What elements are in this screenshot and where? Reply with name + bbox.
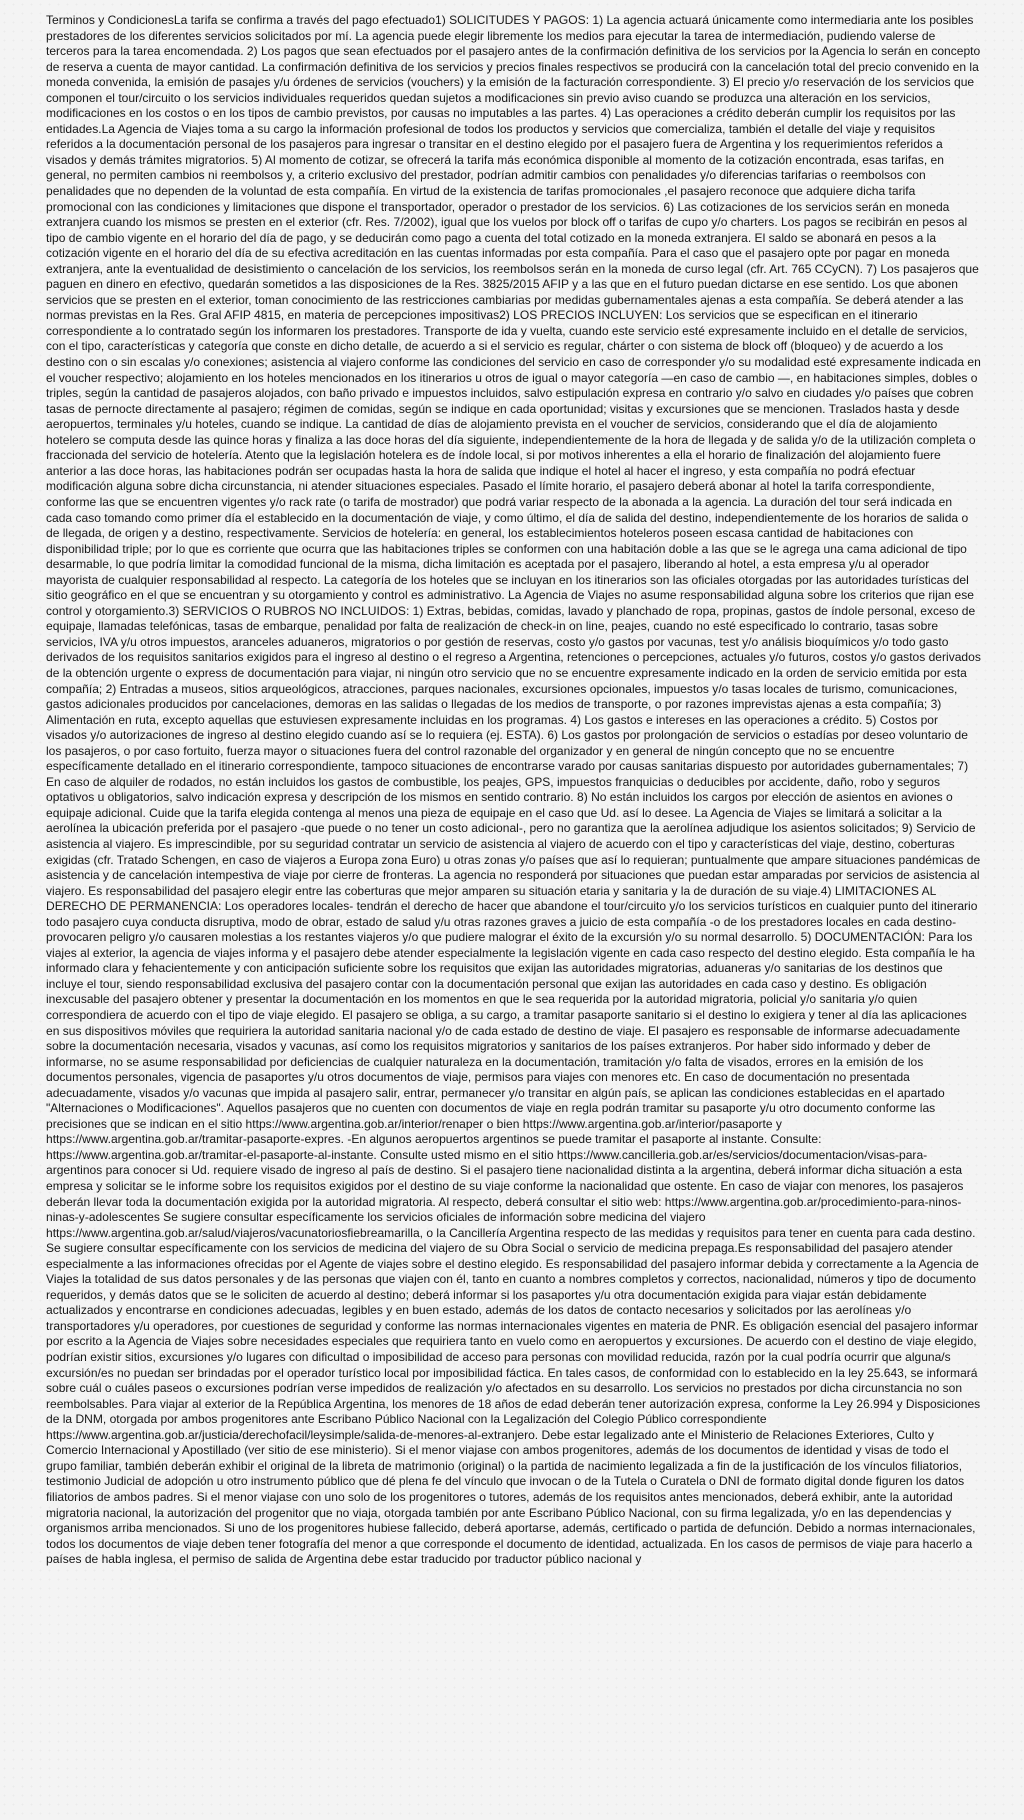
terms-body-text: Terminos y CondicionesLa tarifa se confirma a través del pago efectuado1) SOLICITUDES Y PAGOS: 1) La agencia actuará únicamente como intermediaria ante los posibles prestadores de los diferentes servicios solicitados por mí. La agencia puede elegir libremente los medios para ejecutar la tarea de intermediación, pudiendo valerse de terceros para la tarea encomendada. 2) Los pagos que sean efectuados por el pasajero antes de la confirmación definitiva de los servicios por la Agencia lo serán en concepto de reserva a cuenta de mayor cantidad. La confirmación definitiva de los servicios y precios finales respectivos se producirá con la cancelación total del precio convenido en la moneda convenida, la emisión de pasajes y/u órdenes de servicios (vouchers) y la emisión de la facturación correspondiente. 3) El precio y/o reservación de los servicios que componen el tour/circuito o los servicios individuales requeridos quedan sujetos a modificaciones sin previo aviso cuando se produzca una alteración en los servicios, modificaciones en los costos o en los tipos de cambio previstos, por causas no imputables a las partes. 4) Las operaciones a crédito deberán cumplir los requisitos por las entidades.La Agencia de Viajes toma a su cargo la información profesional de todos los productos y servicios que comercializa, también el detalle del viaje y requisitos referidos a la documentación personal de los pasajeros para ingresar o transitar en el destino elegido por el pasajero fuera de Argentina y los requerimientos referidos a visados y demás trámites migratorios. 5) Al momento de cotizar, se ofrecerá la tarifa más económica disponible al momento de la cotización encontrada, esas tarifas, en general, no permiten cambios ni reembolsos y, a criterio exclusivo del prestador, podrían admitir cambios con penalidades y/o diferencias tarifarias o reembolsos con penalidades que no dependen de la voluntad de esta compañía. En virtud de la existencia de tarifas promocionales ,el pasajero reconoce que adquiere dicha tarifa promocional con las condiciones y limitaciones que dispone el transportador, operador o prestador de los servicios. 6) Las cotizaciones de los servicios serán en moneda extranjera cuando los mismos se presten en el exterior (cfr. Res. 7/2002), igual que los vuelos por block off o tarifas de cupo y/o charters. Los pagos se recibirán en pesos al tipo de cambio vigente en el horario del día de pago, y se deducirán como pago a cuenta del total cotizado en la moneda extranjera. El saldo se abonará en pesos a la cotización vigente en el horario del día de su efectiva acreditación en las cuentas informadas por esta compañía. Para el caso que el pasajero opte por pagar en moneda extranjera, ante la eventualidad de desistimiento o cancelación de los servicios, los reembolsos serán en la moneda de curso legal (cfr. Art. 765 CCyCN). 7) Los pasajeros que paguen en dinero en efectivo, quedarán sometidos a las disposiciones de la Res. 3825/2015 AFIP y a las que en el futuro puedan dictarse en ese sentido. Los que abonen servicios que se presten en el exterior, toman conocimiento de las restricciones cambiarias por medidas gubernamentales ajenas a esta compañía. Se deberá atender a las normas previstas en la Res. Gral AFIP 4815, en materia de percepciones impositivas2) LOS PRECIOS INCLUYEN: Los servicios que se especifican en el itinerario correspondiente a lo contratado según los informaren los prestadores. Transporte de ida y vuelta, cuando este servicio esté expresamente incluido en el detalle de servicios, con el tipo, características y categoría que conste en dicho detalle, de acuerdo a si el servicio es regular, chárter o con sistema de block off (bloqueo) y de acuerdo a los destino con o sin escalas y/o conexiones; asistencia al viajero conforme las condiciones del servicio en caso de corresponder y/o su modalidad esté expresamente indicada en el voucher respectivo; alojamiento en los hoteles mencionados en los itinerarios u otros de igual o mayor categoría —en caso de cambio —, en habitaciones simples, dobles o triples, según la cantidad de pasajeros alojados, con baño privado e impuestos incluidos, salvo estipulación expresa en contrario y/o salvo en ciudades y/o países que cobren tasas de pernocte directamente al pasajero; régimen de comidas, según se indique en cada oportunidad; visitas y excursiones que se mencionen. Traslados hasta y desde aeropuertos, terminales y/u hoteles, cuando se indique. La cantidad de días de alojamiento prevista en el voucher de servicios, considerando que el día de alojamiento hotelero se computa desde las quince horas y finaliza a las doce horas del día siguiente, independientemente de la hora de llegada y de salida y/o de la utilización completa o fraccionada del servicio de hotelería. Atento que la legislación hotelera es de índole local, si por motivos inherentes a ella el horario de finalización del alojamiento fuere anterior a las doce horas, las habitaciones podrán ser ocupadas hasta la hora de salida que indique el hotel al hacer el ingreso, y esta compañía no podrá efectuar modificación alguna sobre dicha circunstancia, ni atender situaciones especiales. Pasado el límite horario, el pasajero deberá abonar al hotel la tarifa correspondiente, conforme las que se encuentren vigentes y/o rack rate (o tarifa de mostrador) que podrá variar respecto de la abonada a la agencia. La duración del tour será indicada en cada caso tomando como primer día el establecido en la documentación de viaje, y como último, el día de salida del destino, independientemente de los horarios de salida o de llegada, de origen y a destino, respectivamente. Servicios de hotelería: en general, los establecimientos hoteleros poseen escasa cantidad de habitaciones con disponibilidad triple; por lo que es corriente que ocurra que las habitaciones triples se conformen con una habitación doble a las que se le agrega una cama adicional de tipo desarmable, lo que podría limitar la comodidad funcional de la misma, dicha limitación es aceptada por el pasajero, liberando al hotel, a esta empresa y/u al operador mayorista de cualquier responsabilidad al respecto. La categoría de los hoteles que se incluyan en los itinerarios son las oficiales otorgadas por las autoridades turísticas del sitio geográfico en el que se encuentran y su otorgamiento y control es administrativo. La Agencia de Viajes no asume responsabilidad alguna sobre los criterios que rijan ese control y otorgamiento.3) SERVICIOS O RUBROS NO INCLUIDOS: 1) Extras, bebidas, comidas, lavado y planchado de ropa, propinas, gastos de índole personal, exceso de equipaje, llamadas telefónicas, tasas de embarque, penalidad por falta de realización de check-in on line, peajes, cuando no esté especificado lo contrario, tasas sobre servicios, IVA y/u otros impuestos, aranceles aduaneros, migratorios o por gestión de reservas, costo y/o gastos por vacunas, test y/o análisis bioquímicos y/o todo gasto derivados de los requisitos sanitarios exigidos para el ingreso al destino o el regreso a Argentina, retenciones o percepciones, actuales y/o futuros, costos y/o gastos derivados de la obtención urgente o express de documentación para viajar, ni ningún otro servicio que no se encuentre expresamente indicado en la orden de servicio emitida por esta compañía; 2) Entradas a museos, sitios arqueológicos, atracciones, parques nacionales, excursiones opcionales, impuestos y/o tasas locales de turismo, comunicaciones, gastos adicionales producidos por cancelaciones, demoras en las salidas o llegadas de los medios de transporte, o por razones imprevistas ajenas a esta compañía; 3) Alimentación en ruta, excepto aquellas que estuviesen expresamente incluidas en los programas. 4) Los gastos e intereses en las operaciones a crédito. 5) Costos por visados y/o autorizaciones de ingreso al destino elegido cuando así se lo requiera (ej. ESTA). 6) Los gastos por prolongación de servicios o estadías por deseo voluntario de los pasajeros, o por caso fortuito, fuerza mayor o situaciones fuera del control razonable del organizador y en general de ningún concepto que no se encuentre específicamente detallado en el itinerario correspondiente, tampoco situaciones de encontrarse varado por causas sanitarias dispuesto por autoridades gubernamentales; 7) En caso de alquiler de rodados, no están incluidos los gastos de combustible, los peajes, GPS, impuestos franquicias o deducibles por accidente, daño, robo y seguros optativos u obligatorios, salvo indicación expresa y descripción de los mismos en sentido contrario. 8) No están incluidos los cargos por elección de asientos en aviones o equipaje adicional. Cuide que la tarifa elegida contenga al menos una pieza de equipaje en el caso que Ud. así lo desee. La Agencia de Viajes se limitará a solicitar a la aerolínea la ubicación preferida por el pasajero -que puede o no tener un costo adicional-, pero no garantiza que la aerolínea adjudique los asientos solicitados; 9) Servicio de asistencia al viajero. Es imprescindible, por su seguridad contratar un servicio de asistencia al viajero de acuerdo con el tipo y características del viaje, destino, coberturas exigidas (cfr. Tratado Schengen, en caso de viajeros a Europa zona Euro) u otras zonas y/o países que así lo requieran; puntualmente que ampare situaciones pandémicas de asistencia y de cancelación intempestiva de viaje por cierre de fronteras. La agencia no responderá por situaciones que puedan estar amparadas por servicios de asistencia al viajero. Es responsabilidad del pasajero elegir entre las coberturas que mejor amparen su situación etaria y sanitaria y la de duración de su viaje.4) LIMITACIONES AL DERECHO DE PERMANENCIA: Los operadores locales- tendrán el derecho de hacer que abandone el tour/circuito y/o los servicios turísticos en cualquier punto del itinerario todo pasajero cuya conducta disruptiva, modo de obrar, estado de salud y/u otras razones graves a juicio de esta compañía -o de los prestadores locales en cada destino- provocaren peligro y/o causaren molestias a los restantes viajeros y/o que pudiere malograr el éxito de la excursión y/o su normal desarrollo. 5) DOCUMENTACIÓN: Para los viajes al exterior, la agencia de viajes informa y el pasajero debe atender especialmente la legislación vigente en cada caso respecto del destino elegido. Esta compañía le ha informado clara y fehacientemente y con anticipación suficiente sobre los requisitos que exijan las autoridades migratorias, aduaneras y/o sanitarias de los destinos que incluye el tour, siendo responsabilidad exclusiva del pasajero contar con la documentación personal que exijan las autoridades en cada caso y destino. Es obligación inexcusable del pasajero obtener y presentar la documentación en los momentos en que le sea requerida por la autoridad migratoria, policial y/o sanitaria y/o quien correspondiera de acuerdo con el tipo de viaje elegido. El pasajero se obliga, a su cargo, a tramitar pasaporte sanitario si el destino lo exigiera y tener al día las aplicaciones en sus dispositivos móviles que requiriera la autoridad sanitaria nacional y/o de cada estado de destino de viaje. El pasajero es responsable de informarse adecuadamente sobre la documentación necesaria, visados y vacunas, así como los requisitos migratorios y sanitarios de los países extranjeros. Por haber sido informado y deber de informarse, no se asume responsabilidad por deficiencias de cualquier naturaleza en la documentación, tramitación y/o falta de visados, errores en la emisión de los documentos personales, vigencia de pasaportes y/u otros documentos de viaje, permisos para viajes con menores etc. En caso de documentación no presentada adecuadamente, visados y/o vacunas que impida al pasajero salir, entrar, permanecer y/o transitar en algún país, se aplican las condiciones establecidas en el apartado "Alternaciones o Modificaciones". Aquellos pasajeros que no cuenten con documentos de viaje en regla podrán tramitar su pasaporte y/u otro documento conforme las precisiones que se indican en el sitio https://www.argentina.gob.ar/interior/renaper o bien https://www.argentina.gob.ar/interior/pasaporte y https://www.argentina.gob.ar/tramitar-pasaporte-expres. -En algunos aeropuertos argentinos se puede tramitar el pasaporte al instante. Consulte: https://www.argentina.gob.ar/tramitar-el-pasaporte-al-instante. Consulte usted mismo en el sitio https://www.cancilleria.gob.ar/es/servicios/documentacion/visas-para-argentinos para conocer si Ud. requiere visado de ingreso al país de destino. Si el pasajero tiene nacionalidad distinta a la argentina, deberá informar dicha situación a esta empresa y solicitar se le informe sobre los requisitos exigidos por el destino de su viaje conforme la nacionalidad que ostente. En caso de viajar con menores, los pasajeros deberán llevar toda la documentación exigida por la autoridad migratoria. Al respecto, deberá consultar el sitio web: https://www.argentina.gob.ar/procedimiento-para-ninos-ninas-y-adolescentes Se sugiere consultar específicamente los servicios oficiales de información sobre medicina del viajero https://www.argentina.gob.ar/salud/viajeros/vacunatoriosfiebreamarilla, o la Cancillería Argentina respecto de las medidas y requisitos para tener en cuenta para cada destino. Se sugiere consultar específicamente con los servicios de medicina del viajero de su Obra Social o servicio de medicina prepaga.Es responsabilidad del pasajero atender especialmente a las informaciones ofrecidas por el Agente de viajes sobre el destino elegido. Es responsabilidad del pasajero informar debida y correctamente a la Agencia de Viajes la totalidad de sus datos personales y de las personas que viajen con él, tanto en cuanto a nombres completos y correctos, nacionalidad, números y tipo de documento requeridos, y demás datos que se le soliciten de acuerdo al destino; deberá informar si los pasaportes y/u otra documentación exigida para viajar están debidamente actualizados y encontrarse en condiciones adecuadas, legibles y en buen estado, además de los datos de contacto necesarios y solicitados por las aerolíneas y/o transportadores y/u operadores, por cuestiones de seguridad y conforme las normas internacionales vigentes en materia de PNR. Es obligación esencial del pasajero informar por escrito a la Agencia de Viajes sobre necesidades especiales que requiriera tanto en vuelo como en aeropuertos y excursiones. De acuerdo con el destino de viaje elegido, podrían existir sitios, excursiones y/o lugares con dificultad o imposibilidad de acceso para personas con movilidad reducida, razón por la cual podría ocurrir que alguna/s excursión/es no puedan ser brindadas por el operador turístico local por imposibilidad fáctica. En tales casos, de conformidad con lo establecido en la ley 25.643, se informará sobre cuál o cuáles paseos o excursiones podrían verse impedidos de realización y/o afectados en su desarrollo. Los servicios no prestados por dicha circunstancia no son reembolsables. Para viajar al exterior de la República Argentina, los menores de 18 años de edad deberán tener autorización expresa, conforme la Ley 26.994 y Disposiciones de la DNM, otorgada por ambos progenitores ante Escribano Público Nacional con la Legalización del Colegio Público correspondiente https://www.argentina.gob.ar/justicia/derechofacil/leysimple/salida-de-menores-al-extranjero. Debe estar legalizado ante el Ministerio de Relaciones Exteriores, Culto y Comercio Internacional y Apostillado (ver sitio de ese ministerio). Si el menor viajase con ambos progenitores, además de los documentos de identidad y visas de todo el grupo familiar, también deberán exhibir el original de la libreta de matrimonio (original) o la partida de nacimiento legalizada a fin de la justificación de los vínculos filiatorios, testimonio Judicial de adopción u otro instrumento público que dé plena fe del vínculo que invocan o de la Tutela o Curatela o DNI de formato digital donde figuren los datos filiatorios de ambos padres. Si el menor viajase con uno solo de los progenitores o tutores, además de los requisitos antes mencionados, deberá exhibir, ante la autoridad migratoria nacional, la autorización del progenitor que no viaja, otorgada también por ante Escribano Público Nacional, con su firma legalizada, y/o en las dependencias y organismos arriba mencionados. Si uno de los progenitores hubiese fallecido, deberá aportarse, además, certificado o partida de defunción. Debido a normas internacionales, todos los documentos de viaje deben tener fotografía del menor a que corresponde el documento de identidad, actualizada. En los casos de permisos de viaje para hacerlo a países de habla inglesa, el permiso de salida de Argentina debe estar traducido por traductor público nacional y bbox=[46, 13, 981, 1567]
terms-document bbox=[46, 13, 981, 1813]
